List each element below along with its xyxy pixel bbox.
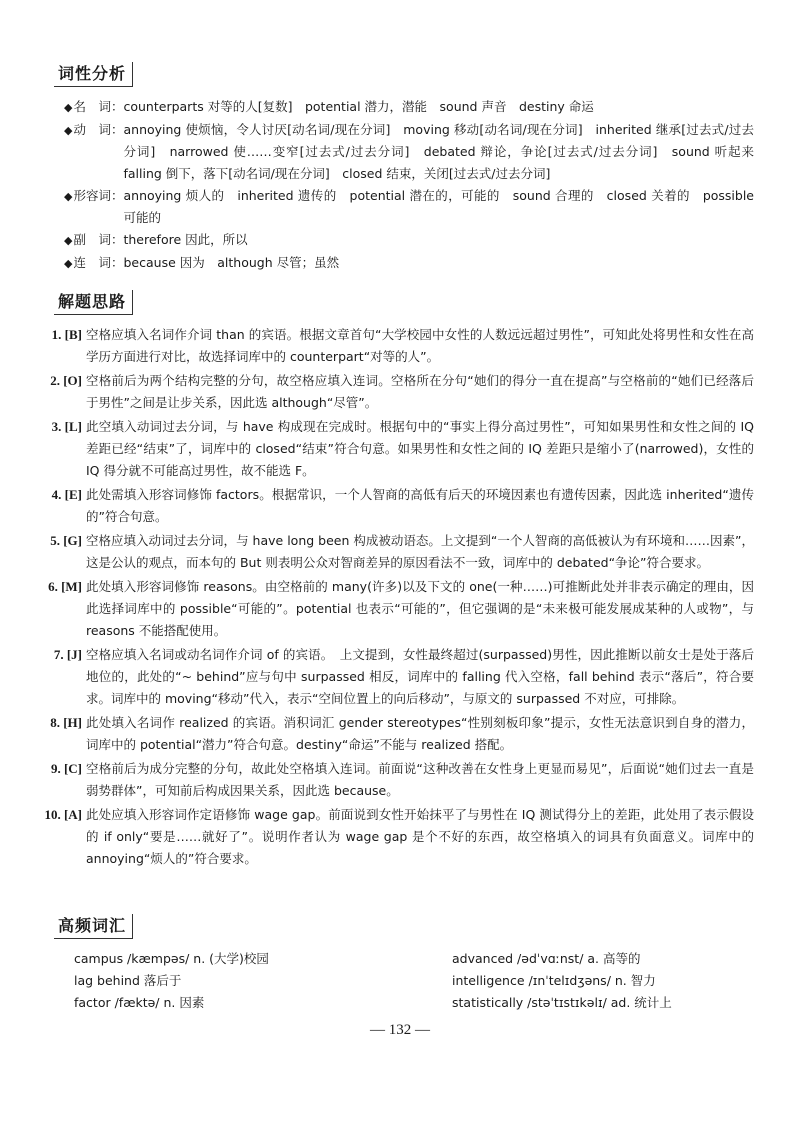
item-number: 4. [E]	[51, 487, 82, 502]
section-title-solution: 解题思路	[54, 290, 133, 315]
diamond-bullet-icon: ◆	[64, 234, 73, 247]
solution-list	[36, 324, 754, 872]
solution-item	[36, 416, 754, 482]
pos-label: 连 词：	[73, 255, 124, 270]
item-number: 8. [H]	[50, 715, 82, 730]
pos-label: 动 词：	[73, 122, 124, 137]
item-text: 此处填入名词作 realized 的宾语。消积词汇 gender stereotypes“性别刻板印象”提示，女性无法意识到自身的潜力，词库中的 potential“潜力”符合句意。destiny“命运”不能与 realized 搭配。	[86, 715, 754, 752]
item-text: 空格应填入动词过去分词，与 have long been 构成被动语态。上文提到“一个人智商的高低被认为有环境和……因素”，这是公认的观点，而本句的 But 则表明公众对智商差异的原因看法不一致，词库中的 debated“争论”符合要求。	[86, 533, 754, 570]
vocab-list	[74, 948, 754, 1014]
item-text: 空格前后为成分完整的分句，故此处空格填入连词。前面说“这种改善在女性身上更显而易见”，后面说“她们过去一直是弱势群体”，可知前后构成因果关系，因此选 because。	[86, 761, 754, 798]
vocab-entry: campus /kæmpəs/ n. (大学)校园	[74, 951, 269, 966]
pos-row-verb	[64, 119, 767, 185]
solution-item	[36, 804, 754, 870]
vocab-entry: advanced /ədˈvɑːnst/ a. 高等的	[452, 951, 641, 966]
solution-item	[36, 324, 754, 368]
vocab-entry: statistically /stəˈtɪstɪkəlɪ/ ad. 统计上	[452, 995, 672, 1010]
item-number: 6. [M]	[48, 579, 82, 594]
item-text: 此处应填入形容词作定语修饰 wage gap。前面说到女性开始抹平了与男性在 IQ 测试得分上的差距，此处用了表示假设的 if only“要是……就好了”。说明作者认为 wage gap 是个不好的东西，故空格填入的词具有负面意义。词库中的 annoying“烦人的”符合要求。	[86, 807, 754, 866]
pos-text: therefore 因此，所以	[123, 232, 248, 247]
item-text: 此处填入形容词修饰 reasons。由空格前的 many(许多)以及下文的 one(一种……)可推断此处并非表示确定的理由，因此选择词库中的 possible“可能的”。potential 也表示“可能的”，但它强调的是“未来极可能发展成某种的人或物”，与 reasons 不能搭配使用。	[86, 579, 754, 638]
solution-item	[36, 758, 754, 802]
pos-label: 副 词：	[73, 232, 124, 247]
item-text: 此处需填入形容词修饰 factors。根据常识，一个人智商的高低有后天的环境因素也有遗传因素，因此选 inherited“遗传的”符合句意。	[86, 487, 754, 524]
item-number: 10. [A]	[44, 807, 82, 822]
section-title-vocab: 高频词汇	[54, 914, 133, 939]
item-number: 3. [L]	[51, 419, 82, 434]
item-number: 5. [G]	[50, 533, 82, 548]
diamond-bullet-icon: ◆	[64, 257, 73, 270]
solution-item	[36, 484, 754, 528]
pos-text: counterparts 对等的人[复数] potential 潜力，潜能 sound 声音 destiny 命运	[123, 99, 594, 114]
pos-row-adverb	[64, 229, 754, 252]
item-text: 此空填入动词过去分词，与 have 构成现在完成时。根据句中的“事实上得分高过男性”，可知如果男性和女性之间的 IQ 差距已经“结束”了，词库中的 closed“结束”符合句意。如果男性和女性之间的 IQ 差距只是缩小了(narrowed)，女性的 IQ 得分就不可能高过男性，故不能选 F。	[86, 419, 754, 478]
solution-item	[36, 712, 754, 756]
vocab-entry: factor /fæktə/ n. 因素	[74, 995, 205, 1010]
solution-item	[36, 576, 754, 642]
solution-item	[36, 370, 754, 414]
pos-list	[64, 96, 767, 275]
solution-item	[36, 644, 754, 710]
item-text: 空格应填入名词作介词 than 的宾语。根据文章首句“大学校园中女性的人数远远超过男性”，可知此处将男性和女性在高学历方面进行对比，故选择词库中的 counterpart“对等的人”。	[86, 327, 754, 364]
diamond-bullet-icon: ◆	[64, 190, 73, 203]
vocab-entry: intelligence /ɪnˈtelɪdʒəns/ n. 智力	[452, 973, 656, 988]
item-number: 9. [C]	[50, 761, 82, 776]
solution-item	[36, 530, 754, 574]
item-number: 7. [J]	[53, 647, 82, 662]
page-number: — 132 —	[370, 1022, 430, 1038]
item-text: 空格前后为两个结构完整的分句，故空格应填入连词。空格所在分句“她们的得分一直在提高”与空格前的“她们已经落后于男性”之间是让步关系，因此选 although“尽管”。	[86, 373, 754, 410]
item-number: 2. [O]	[50, 373, 82, 388]
diamond-bullet-icon: ◆	[64, 124, 73, 137]
item-number: 1. [B]	[51, 327, 82, 342]
pos-text: because 因为 although 尽管；虽然	[123, 255, 340, 270]
section-title-pos: 词性分析	[54, 62, 133, 87]
pos-text: annoying 使烦恼，令人讨厌[动名词/现在分词] moving 移动[动名词/现在分词] inherited 继承[过去式/过去分词] narrowed 使……变窄[过去式/过去分词] debated 辩论，争论[过去式/过去分词] sound 听起来 falling 倒下，落下[动名词/现在分词] closed 结束，关闭[过去式/过去分词]	[123, 122, 767, 181]
pos-label: 形容词：	[73, 188, 124, 203]
diamond-bullet-icon: ◆	[64, 101, 73, 114]
pos-text: annoying 烦人的 inherited 遗传的 potential 潜在的，可能的 sound 合理的 closed 关着的 possible 可能的	[123, 188, 754, 225]
vocab-entry: lag behind 落后于	[74, 973, 182, 988]
pos-row-noun	[64, 96, 754, 119]
pos-label: 名 词：	[73, 99, 124, 114]
pos-row-conjunction	[64, 252, 754, 275]
item-text: 空格应填入名词或动名词作介词 of 的宾语。 上文提到，女性最终超过(surpassed)男性，因此推断以前女士是处于落后地位的，此处的“~ behind”应与句中 surpassed 相反，词库中的 falling 代入空格，fall behind 表示“落后”，符合要求。词库中的 moving“移动”代入，表示“空间位置上的向后移动”，与原文的 surpassed 不对应，可排除。	[86, 647, 754, 706]
pos-row-adjective	[64, 185, 754, 229]
